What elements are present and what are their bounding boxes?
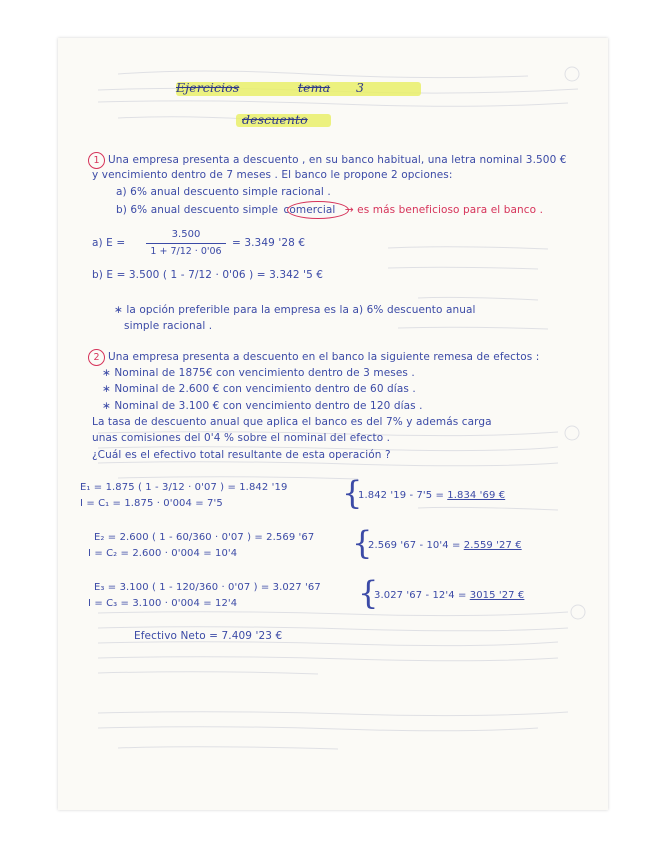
ex2-effect-1-brace: { [342, 474, 363, 512]
ex2-effect-3-net [374, 590, 524, 601]
ex2-statement-line-6: unas comisiones del 0'4 % sobre el nominal del efecto . [92, 432, 391, 444]
ex1-conclusion-line-2: simple racional . [124, 320, 213, 332]
ex2-effect-2-commission: I = C₂ = 2.600 · 0'004 = 10'4 [88, 548, 238, 559]
ex1-option-b-circled-word: comercial [283, 204, 336, 216]
ex2-effect-2-brace: { [352, 524, 373, 562]
scanned-page [58, 38, 608, 810]
ex2-effect-3-net-result: 3015 '27 € [469, 590, 525, 601]
ex2-net-effective-total: Efectivo Neto = 7.409 '23 € [134, 630, 283, 642]
ex2-effect-1-net [358, 490, 505, 501]
ex2-item-3: ∗ Nominal de 3.100 € con vencimiento dentro de 120 días . [102, 400, 423, 412]
ex2-effect-2-net [368, 540, 522, 551]
ex2-statement-line-5: La tasa de descuento anual que aplica el banco es del 7% y además carga [92, 416, 492, 428]
ex2-effect-3-commission: I = C₃ = 3.100 · 0'004 = 12'4 [88, 598, 238, 609]
ex1-statement-line-2: y vencimiento dentro de 7 meses . El banco le propone 2 opciones: [92, 169, 453, 181]
ex1-option-b-note: → es más beneficioso para el banco . [344, 204, 544, 216]
circled-word-outline [287, 201, 349, 219]
exercise-1-number: 1 [88, 152, 105, 169]
title-number: 3 [356, 80, 365, 95]
ex1-calc-a-label: a) E = [92, 237, 126, 249]
ex2-item-1: ∗ Nominal de 1875€ con vencimiento dentro de 3 meses . [102, 367, 415, 379]
exercise-2-number: 2 [88, 349, 105, 366]
page-subtitle: descuento [242, 112, 308, 127]
ex2-effect-1-discount: E₁ = 1.875 ( 1 - 3/12 · 0'07 ) = 1.842 '19 [80, 482, 288, 493]
ex2-effect-3-discount: E₃ = 3.100 ( 1 - 120/360 · 0'07 ) = 3.027 '67 [94, 582, 321, 593]
ex1-calc-a-numerator: 3.500 [171, 229, 201, 240]
ex1-statement-line-1: Una empresa presenta a descuento , en su banco habitual, una letra nominal 3.500 € [108, 154, 567, 166]
ex1-calc-a-result: = 3.349 '28 € [232, 237, 306, 249]
ex2-question: ¿Cuál es el efectivo total resultante de esta operación ? [92, 449, 391, 461]
title-word-tema: tema [298, 80, 331, 95]
ex2-effect-1-commission: I = C₁ = 1.875 · 0'004 = 7'5 [80, 498, 223, 509]
title-word-ejercicios: Ejercicios [176, 80, 240, 95]
ex2-effect-2-net-calc: 2.569 '67 - 10'4 = [368, 540, 461, 551]
ex2-effect-1-net-result: 1.834 '69 € [447, 490, 506, 501]
ex1-option-a: a) 6% anual descuento simple racional . [116, 186, 331, 198]
ex1-calc-a-fraction-bar [146, 243, 226, 244]
ex2-effect-2-net-result: 2.559 '27 € [463, 540, 522, 551]
ex1-conclusion-line-1: ∗ la opción preferible para la empresa es la a) 6% descuento anual [114, 304, 476, 316]
ex1-calc-a-denominator: 1 + 7/12 · 0'06 [150, 246, 222, 257]
ex2-statement-line-1: Una empresa presenta a descuento en el banco la siguiente remesa de efectos : [108, 351, 540, 363]
ex2-effect-2-discount: E₂ = 2.600 ( 1 - 60/360 · 0'07 ) = 2.569 '67 [94, 532, 315, 543]
ex2-effect-3-brace: { [358, 574, 379, 612]
ex2-effect-3-net-calc: 3.027 '67 - 12'4 = [374, 590, 467, 601]
ex1-calc-b: b) E = 3.500 ( 1 - 7/12 · 0'06 ) = 3.342 '5 € [92, 269, 324, 281]
ex2-effect-1-net-calc: 1.842 '19 - 7'5 = [358, 490, 444, 501]
ex1-option-b-prefix: b) 6% anual descuento simple [116, 204, 279, 216]
ex2-item-2: ∗ Nominal de 2.600 € con vencimiento dentro de 60 días . [102, 383, 416, 395]
